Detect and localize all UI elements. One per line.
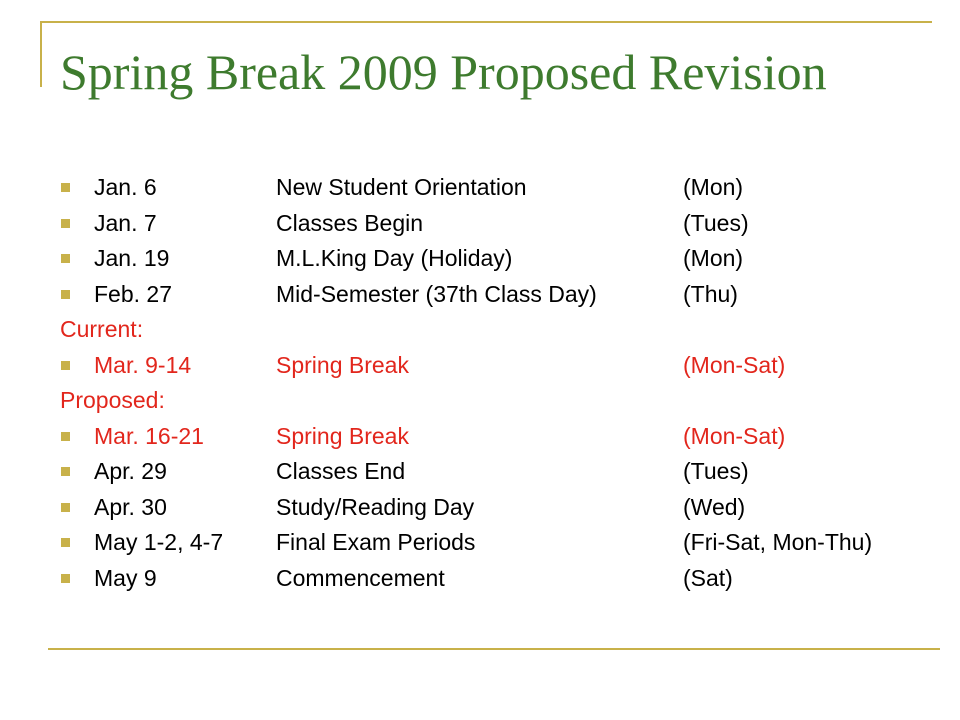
left-rule [40, 21, 42, 87]
schedule-event: M.L.King Day (Holiday) [276, 245, 513, 271]
schedule-date: Apr. 30 [94, 493, 167, 520]
schedule-item [60, 561, 940, 597]
schedule-day: (Thu) [683, 280, 738, 307]
bottom-rule [48, 648, 940, 650]
schedule-date: Jan. 19 [94, 245, 170, 271]
schedule-item [60, 206, 940, 242]
schedule-event: Spring Break [276, 351, 409, 378]
bullet-icon [61, 219, 70, 228]
schedule-event: Classes End [276, 458, 406, 484]
section-heading [60, 383, 940, 419]
schedule-item [60, 525, 940, 561]
schedule-event: New Student Orientation [276, 174, 527, 200]
bullet-icon [61, 254, 70, 263]
schedule-day: (Tues) [683, 458, 749, 484]
schedule-event: Final Exam Periods [276, 529, 476, 555]
bullet-icon [61, 574, 70, 583]
schedule-date: Jan. 7 [94, 209, 157, 236]
bullet-icon [61, 290, 70, 299]
schedule-day: (Mon-Sat) [683, 422, 786, 449]
schedule-event: Mid-Semester (37th Class Day) [276, 280, 597, 307]
schedule-day: (Tues) [683, 209, 749, 236]
schedule-date: May 9 [94, 564, 157, 591]
schedule-item [60, 348, 940, 384]
bullet-icon [61, 432, 70, 441]
schedule-item [60, 454, 940, 490]
schedule-day: (Mon) [683, 245, 744, 271]
schedule-day: (Sat) [683, 564, 733, 591]
top-rule [40, 21, 932, 23]
schedule-date: May 1-2, 4-7 [94, 529, 224, 555]
schedule-item [60, 241, 940, 277]
schedule-date: Apr. 29 [94, 458, 167, 484]
section-heading [60, 312, 940, 348]
schedule-list [60, 170, 940, 596]
schedule-date: Jan. 6 [94, 174, 157, 200]
schedule-day: (Mon) [683, 174, 744, 200]
schedule-item [60, 490, 940, 526]
schedule-item [60, 419, 940, 455]
bullet-icon [61, 503, 70, 512]
section-label: Proposed: [60, 387, 165, 413]
bullet-icon [61, 467, 70, 476]
schedule-date: Mar. 16-21 [94, 422, 204, 449]
schedule-day: (Fri-Sat, Mon-Thu) [683, 529, 873, 555]
schedule-event: Spring Break [276, 422, 409, 449]
schedule-item [60, 170, 940, 206]
schedule-event: Classes Begin [276, 209, 424, 236]
schedule-date: Feb. 27 [94, 280, 172, 307]
schedule-event: Study/Reading Day [276, 493, 475, 520]
schedule-event: Commencement [276, 564, 445, 591]
schedule-date: Mar. 9-14 [94, 351, 192, 378]
section-label: Current: [60, 316, 144, 342]
schedule-day: (Mon-Sat) [683, 351, 786, 378]
bullet-icon [61, 361, 70, 370]
slide-title: Spring Break 2009 Proposed Revision [60, 44, 827, 100]
schedule-item [60, 277, 940, 313]
schedule-day: (Wed) [683, 493, 746, 520]
bullet-icon [61, 183, 70, 192]
bullet-icon [61, 538, 70, 547]
